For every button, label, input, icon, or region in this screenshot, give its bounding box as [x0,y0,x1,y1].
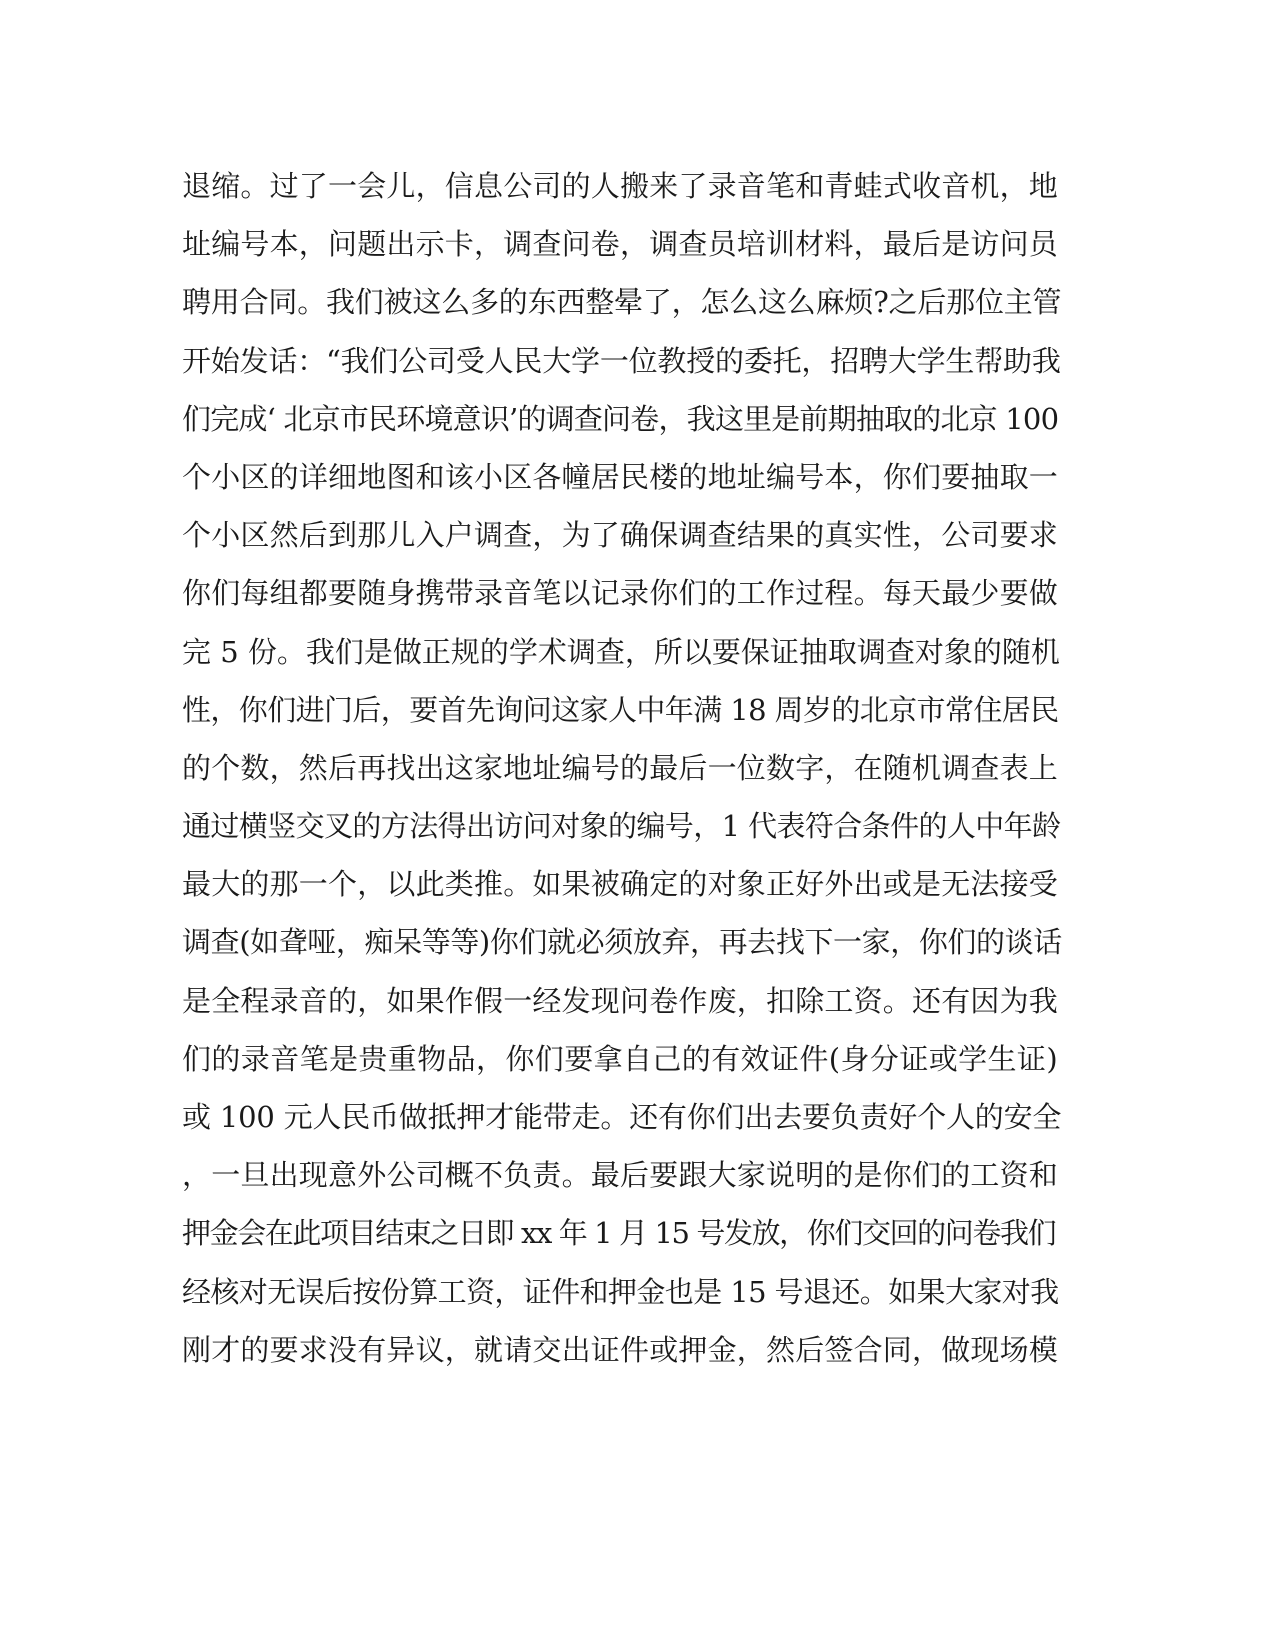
text-line: 刚才的要求没有异议，就请交出证件或押金，然后签合同，做现场模 [182,1332,1059,1367]
text-line: 个小区然后到那儿入户调查，为了确保调查结果的真实性，公司要求 [182,518,1059,553]
text-line: 的个数，然后再找出这家地址编号的最后一位数字，在随机调查表上 [182,750,1059,785]
text-line: 退缩。过了一会儿，信息公司的人搬来了录音笔和青蛙式收音机，地 [182,169,1059,203]
text-line: 通过横竖交叉的方法得出访问对象的编号，1 代表符合条件的人中年龄 [182,809,1061,844]
text-line: 押金会在此项目结束之日即 xx 年 1 月 15 号发放，你们交回的问卷我们 [182,1216,1056,1251]
text-line: 最大的那一个，以此类推。如果被确定的对象正好外出或是无法接受 [182,867,1059,902]
body-text [182,157,1062,1379]
text-line: 们的录音笔是贵重物品，你们要拿自己的有效证件(身分证或学生证) [182,1041,1059,1076]
text-line: 开始发话：“我们公司受人民大学一位教授的委托，招聘大学生帮助我 [182,343,1061,378]
text-line: 调查(如聋哑，痴呆等等)你们就必须放弃，再去找下一家，你们的谈话 [182,925,1062,960]
text-line: 址编号本，问题出示卡，调查问卷，调查员培训材料，最后是访问员 [182,227,1059,262]
text-line: 经核对无误后按份算工资，证件和押金也是 15 号退还。如果大家对我 [182,1274,1059,1309]
text-line: 或 100 元人民币做抵押才能带走。还有你们出去要负责好个人的安全 [182,1100,1062,1134]
text-line: ，一旦出现意外公司概不负责。最后要跟大家说明的是你们的工资和 [182,1158,1059,1193]
text-line: 你们每组都要随身携带录音笔以记录你们的工作过程。每天最少要做 [182,576,1059,611]
text-line: 是全程录音的，如果作假一经发现问卷作废，扣除工资。还有因为我 [182,983,1059,1018]
text-line: 个小区的详细地图和该小区各幢居民楼的地址编号本，你们要抽取一 [182,459,1059,494]
text-line: 完 5 份。我们是做正规的学术调查，所以要保证抽取调查对象的随机 [182,634,1060,669]
text-line: 性，你们进门后，要首先询问这家人中年满 18 周岁的北京市常住居民 [182,692,1059,727]
text-line: 聘用合同。我们被这么多的东西整晕了，怎么这么麻烦?之后那位主管 [182,285,1062,320]
text-line: 们完成‘ 北京市民环境意识’的调查问卷，我这里是前期抽取的北京 100 [182,401,1059,436]
